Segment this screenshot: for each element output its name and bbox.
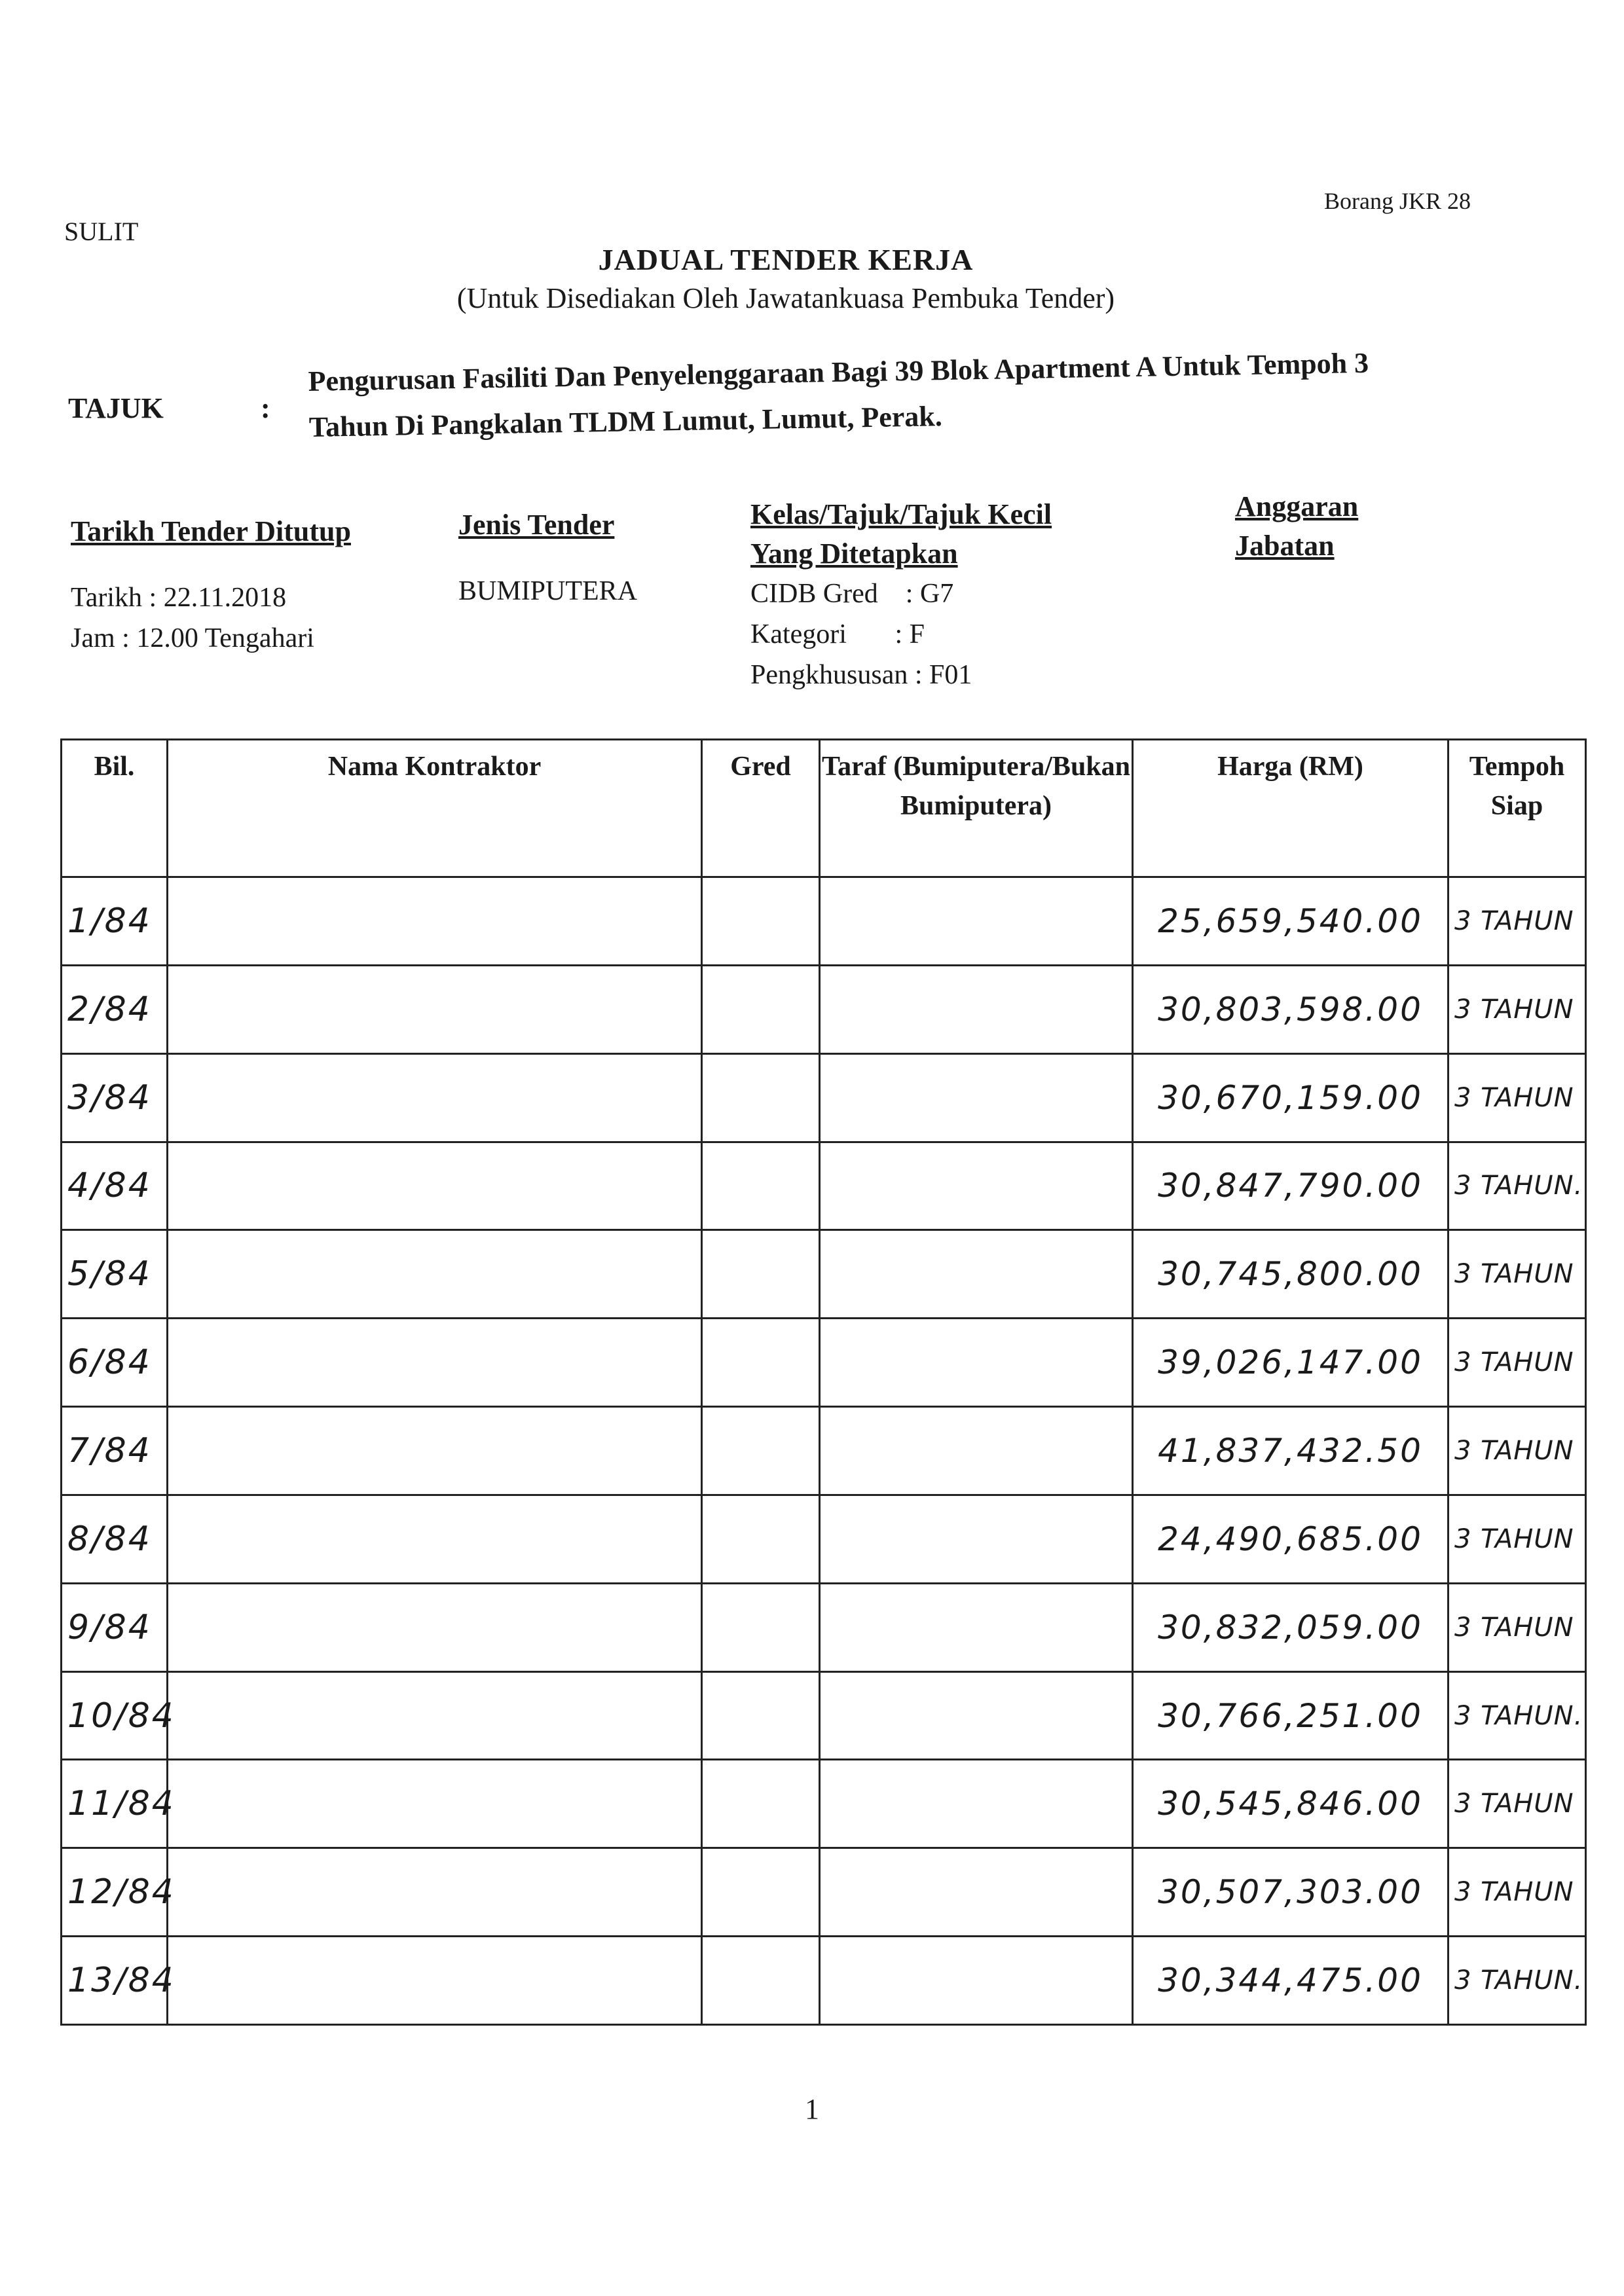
row-gred bbox=[702, 1142, 820, 1230]
table-row bbox=[62, 1142, 1586, 1230]
row-nama-kontraktor bbox=[168, 1053, 702, 1142]
cidb-grade: CIDB Gred : G7 bbox=[750, 579, 954, 609]
row-taraf bbox=[820, 965, 1133, 1053]
row-bil: 12/84 bbox=[62, 1848, 168, 1937]
row-tempoh-siap: 3 TAHUN bbox=[1449, 1230, 1586, 1319]
row-gred bbox=[702, 1937, 820, 2025]
row-nama-kontraktor bbox=[168, 965, 702, 1053]
budget-heading-1: Anggaran bbox=[1235, 490, 1359, 522]
table-row bbox=[62, 1495, 1586, 1583]
table-row bbox=[62, 1407, 1586, 1495]
row-tempoh-siap: 3 TAHUN bbox=[1449, 1583, 1586, 1671]
row-bil: 10/84 bbox=[62, 1671, 168, 1760]
row-harga: 30,803,598.00 bbox=[1133, 965, 1449, 1053]
table-row bbox=[62, 965, 1586, 1053]
row-harga: 24,490,685.00 bbox=[1133, 1495, 1449, 1583]
row-gred bbox=[702, 1495, 820, 1583]
type-heading: Jenis Tender bbox=[458, 509, 615, 541]
document-subtitle: (Untuk Disediakan Oleh Jawatankuasa Pembuka Tender) bbox=[456, 282, 1115, 314]
row-tempoh-siap: 3 TAHUN. bbox=[1449, 1671, 1586, 1760]
row-taraf bbox=[820, 1937, 1133, 2025]
kategori: Kategori : F bbox=[750, 619, 925, 649]
row-harga: 30,766,251.00 bbox=[1133, 1671, 1449, 1760]
row-harga: 41,837,432.50 bbox=[1133, 1407, 1449, 1495]
row-taraf bbox=[820, 1583, 1133, 1671]
budget-heading-2: Jabatan bbox=[1235, 530, 1335, 562]
type-value: BUMIPUTERA bbox=[458, 576, 638, 606]
class-heading-2: Yang Ditetapkan bbox=[750, 538, 958, 570]
row-harga: 30,507,303.00 bbox=[1133, 1848, 1449, 1937]
row-gred bbox=[702, 1230, 820, 1319]
row-bil: 7/84 bbox=[62, 1407, 168, 1495]
row-nama-kontraktor bbox=[168, 1319, 702, 1407]
table-row bbox=[62, 1053, 1586, 1142]
row-gred bbox=[702, 1848, 820, 1937]
closing-section bbox=[71, 512, 351, 659]
row-taraf bbox=[820, 1230, 1133, 1319]
row-tempoh-siap: 3 TAHUN bbox=[1449, 1319, 1586, 1407]
row-harga: 30,745,800.00 bbox=[1133, 1230, 1449, 1319]
page-number: 1 bbox=[805, 2093, 819, 2125]
tender-table bbox=[60, 738, 1587, 2026]
row-harga: 25,659,540.00 bbox=[1133, 877, 1449, 966]
header-harga: Harga (RM) bbox=[1133, 740, 1449, 877]
header-bil: Bil. bbox=[62, 740, 168, 877]
closing-heading: Tarikh Tender Ditutup bbox=[71, 515, 351, 547]
row-bil: 8/84 bbox=[62, 1495, 168, 1583]
tajuk-line-2: Tahun Di Pangkalan TLDM Lumut, Lumut, Perak. bbox=[308, 400, 943, 443]
table-row bbox=[62, 1319, 1586, 1407]
row-harga: 30,344,475.00 bbox=[1133, 1937, 1449, 2025]
row-tempoh-siap: 3 TAHUN bbox=[1449, 965, 1586, 1053]
table-row bbox=[62, 1760, 1586, 1848]
row-tempoh-siap: 3 TAHUN bbox=[1449, 1495, 1586, 1583]
row-bil: 2/84 bbox=[62, 965, 168, 1053]
row-taraf bbox=[820, 1142, 1133, 1230]
table-row bbox=[62, 1230, 1586, 1319]
row-tempoh-siap: 3 TAHUN bbox=[1449, 1407, 1586, 1495]
row-bil: 11/84 bbox=[62, 1760, 168, 1848]
closing-date: Tarikh : 22.11.2018 bbox=[71, 583, 287, 613]
pengkhususan: Pengkhususan : F01 bbox=[750, 660, 972, 690]
tajuk-label: TAJUK bbox=[68, 392, 164, 424]
row-gred bbox=[702, 965, 820, 1053]
row-harga: 30,545,846.00 bbox=[1133, 1760, 1449, 1848]
row-nama-kontraktor bbox=[168, 1142, 702, 1230]
row-tempoh-siap: 3 TAHUN bbox=[1449, 877, 1586, 966]
table-row bbox=[62, 1671, 1586, 1760]
class-section bbox=[750, 495, 1052, 695]
row-nama-kontraktor bbox=[168, 1407, 702, 1495]
row-harga: 39,026,147.00 bbox=[1133, 1319, 1449, 1407]
row-taraf bbox=[820, 877, 1133, 966]
row-tempoh-siap: 3 TAHUN bbox=[1449, 1848, 1586, 1937]
row-bil: 6/84 bbox=[62, 1319, 168, 1407]
row-nama-kontraktor bbox=[168, 1671, 702, 1760]
row-gred bbox=[702, 1671, 820, 1760]
table-row bbox=[62, 1583, 1586, 1671]
table-row bbox=[62, 877, 1586, 966]
row-taraf bbox=[820, 1671, 1133, 1760]
row-nama-kontraktor bbox=[168, 1937, 702, 2025]
row-taraf bbox=[820, 1319, 1133, 1407]
row-bil: 1/84 bbox=[62, 877, 168, 966]
row-harga: 30,670,159.00 bbox=[1133, 1053, 1449, 1142]
row-gred bbox=[702, 1053, 820, 1142]
row-bil: 5/84 bbox=[62, 1230, 168, 1319]
row-gred bbox=[702, 1407, 820, 1495]
row-nama-kontraktor bbox=[168, 1848, 702, 1937]
row-gred bbox=[702, 1583, 820, 1671]
table-row bbox=[62, 1937, 1586, 2025]
tajuk-line-1: Pengurusan Fasiliti Dan Penyelenggaraan Bagi 39 Blok Apartment A Untuk Tempoh 3 bbox=[308, 346, 1369, 397]
header-taraf: Taraf (Bumiputera/Bukan Bumiputera) bbox=[820, 740, 1133, 877]
row-gred bbox=[702, 1319, 820, 1407]
row-tempoh-siap: 3 TAHUN. bbox=[1449, 1142, 1586, 1230]
row-harga: 30,847,790.00 bbox=[1133, 1142, 1449, 1230]
row-taraf bbox=[820, 1407, 1133, 1495]
class-heading-1: Kelas/Tajuk/Tajuk Kecil bbox=[750, 498, 1052, 530]
row-gred bbox=[702, 877, 820, 966]
table-row bbox=[62, 1848, 1586, 1937]
document-title: JADUAL TENDER KERJA bbox=[598, 243, 974, 276]
row-nama-kontraktor bbox=[168, 1230, 702, 1319]
row-harga: 30,832,059.00 bbox=[1133, 1583, 1449, 1671]
row-bil: 9/84 bbox=[62, 1583, 168, 1671]
table-header-row bbox=[62, 740, 1586, 877]
row-taraf bbox=[820, 1760, 1133, 1848]
row-taraf bbox=[820, 1495, 1133, 1583]
row-nama-kontraktor bbox=[168, 1760, 702, 1848]
closing-time: Jam : 12.00 Tengahari bbox=[71, 623, 314, 653]
row-taraf bbox=[820, 1053, 1133, 1142]
budget-section bbox=[1235, 487, 1358, 566]
row-taraf bbox=[820, 1848, 1133, 1937]
header-gred: Gred bbox=[702, 740, 820, 877]
row-nama-kontraktor bbox=[168, 877, 702, 966]
row-bil: 13/84 bbox=[62, 1937, 168, 2025]
row-tempoh-siap: 3 TAHUN. bbox=[1449, 1937, 1586, 2025]
row-tempoh-siap: 3 TAHUN bbox=[1449, 1053, 1586, 1142]
type-section bbox=[458, 505, 637, 611]
row-gred bbox=[702, 1760, 820, 1848]
form-code: Borang JKR 28 bbox=[1324, 188, 1471, 214]
classification-label: SULIT bbox=[64, 217, 139, 246]
row-tempoh-siap: 3 TAHUN bbox=[1449, 1760, 1586, 1848]
row-nama-kontraktor bbox=[168, 1583, 702, 1671]
tajuk-text bbox=[308, 337, 1553, 450]
header-nama-kontraktor: Nama Kontraktor bbox=[168, 740, 702, 877]
row-bil: 3/84 bbox=[62, 1053, 168, 1142]
tajuk-colon: : bbox=[261, 392, 270, 424]
row-bil: 4/84 bbox=[62, 1142, 168, 1230]
row-nama-kontraktor bbox=[168, 1495, 702, 1583]
header-tempoh-siap: Tempoh Siap bbox=[1449, 740, 1586, 877]
